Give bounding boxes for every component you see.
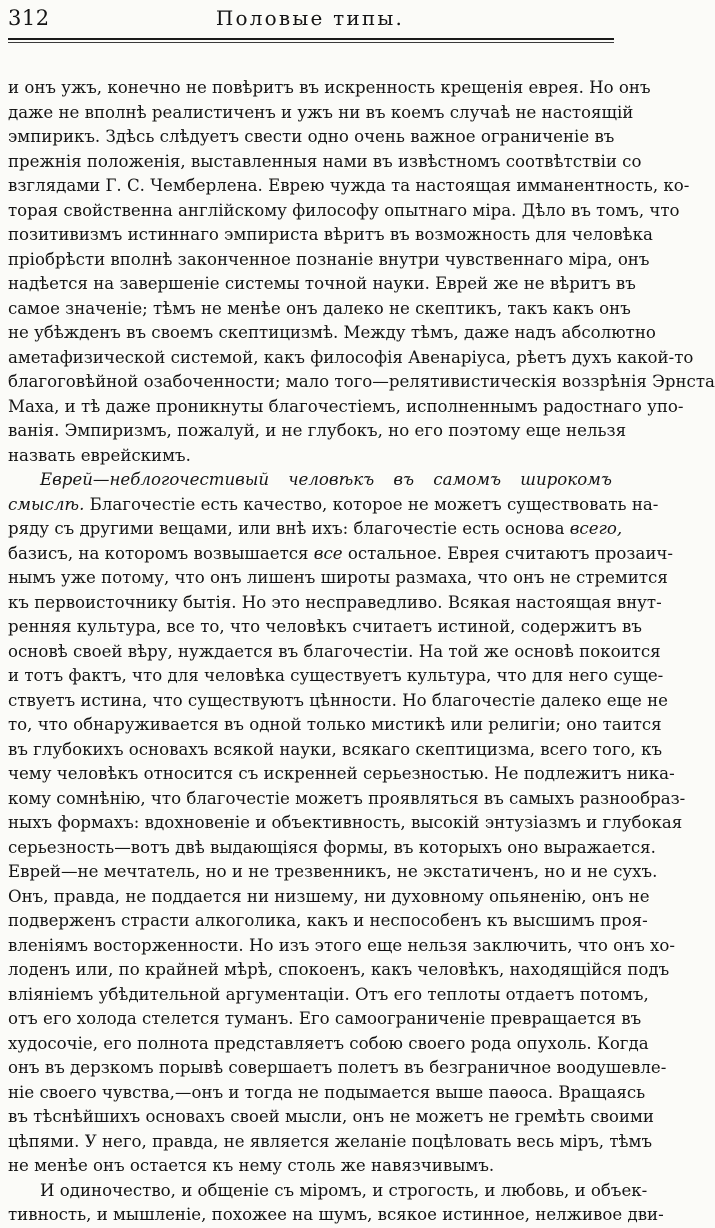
running-title: Половые типы.	[215, 6, 405, 30]
header-rule-thin	[8, 42, 614, 43]
page-number: 312	[8, 6, 50, 30]
paragraph-3	[8, 1179, 664, 1228]
text-line: аметафизической системой, какъ философія Авенаріуса, рѣетъ духъ какой-то	[8, 347, 694, 367]
text-span: ряду съ другими вещами, или внѣ ихъ: благочестіе есть основа	[8, 519, 570, 538]
text-line: Онъ, правда, не поддается ни низшему, ни духовному опьяненію, онъ не	[8, 886, 650, 906]
text-line: торая свойственна англійскому философу опытнаго міра. Дѣло въ томъ, что	[8, 200, 680, 220]
text-line: даже не вполнѣ реалистиченъ и ужъ ни въ коемъ случаѣ не настоящій	[8, 102, 634, 122]
text-line: чему человѣкъ относится съ искренней серьезностью. Не подлежитъ ника-	[8, 764, 675, 783]
text-line: Маха, и тѣ даже проникнуты благочестіемъ, исполненнымъ радостнаго упо-	[8, 396, 684, 416]
body-text	[8, 76, 715, 1228]
text-line: Еврей—не мечтатель, но и не трезвенникъ, не экстатиченъ, но и не сухъ.	[8, 862, 658, 881]
text-line: основѣ своей вѣру, нуждается въ благочестіи. На той же основѣ покоится	[8, 641, 661, 661]
text-span: Благочестіе есть качество, которое не можетъ существовать на-	[84, 494, 659, 514]
text-line: прежнія положенія, выставленныя нами въ извѣстномъ соотвѣтствіи со	[8, 151, 642, 171]
text-line: не убѣжденъ въ своемъ скептицизмѣ. Между тѣмъ, даже надъ абсолютно	[8, 323, 656, 342]
paragraph-2-lines	[8, 566, 686, 1179]
text-line: позитивизмъ истиннаго эмпириста вѣритъ въ возможность для человѣка	[8, 225, 653, 244]
text-line: подверженъ страсти алкоголика, какъ и неспособенъ къ высшимъ проя-	[8, 911, 648, 930]
emphasis: все	[313, 543, 343, 563]
text-line: худосочіе, его полнота представляетъ собою своего рода опухоль. Когда	[8, 1033, 649, 1053]
text-line: онъ въ дерзкомъ порывѣ совершаетъ полетъ въ безграничное воодушевле-	[8, 1058, 667, 1077]
text-line: отъ его холода стелется туманъ. Его самоограниченіе превращается въ	[8, 1009, 642, 1028]
page-header	[8, 4, 612, 32]
text-line: ныхъ формахъ: вдохновеніе и объективность, высокій энтузіазмъ и глубокая	[8, 813, 683, 832]
text-line	[8, 542, 673, 567]
text-line: и онъ ужъ, конечно не повѣритъ въ искренность крещенія еврея. Но онъ	[8, 78, 651, 97]
paragraph-1	[8, 76, 715, 468]
text-line: ніе своего чувства,—онъ и тогда не подымается выше паѳоса. Вращаясь	[8, 1082, 646, 1102]
header-rule	[8, 38, 614, 41]
text-line: вленіямъ восторженности. Но изъ этого еще нельзя заключить, что онъ хо-	[8, 935, 676, 955]
text-span: остальное. Еврея считаютъ прозаич-	[342, 543, 673, 563]
italic-lead: Еврей—неблогочестивый человѣкъ въ самомъ широкомъ	[40, 470, 612, 489]
text-line: назвать еврейскимъ.	[8, 445, 191, 465]
text-line: не менѣе онъ остается къ нему столь же навязчивымъ.	[8, 1156, 495, 1175]
text-line: въ глубокихъ основахъ всякой науки, всякаго скептицизма, всего того, къ	[8, 739, 663, 759]
text-line: къ первоисточнику бытія. Но это несправедливо. Всякая настоящая внут-	[8, 592, 662, 612]
text-line: тивность, и мышленіе, похожее на шумъ, всякое истинное, нелживое дви-	[8, 1205, 664, 1224]
text-line: пріобрѣсти вполнѣ законченное познаніе внутри чувственнаго міра, онъ	[8, 249, 650, 269]
text-line: ствуетъ истина, что существуютъ цѣнности. Но благочестіе далеко еще не	[8, 690, 668, 710]
text-line	[8, 517, 623, 542]
text-line: взглядами Г. С. Чемберлена. Еврею чужда та настоящая имманентность, ко-	[8, 176, 690, 195]
text-line: лоденъ или, по крайней мѣрѣ, спокоенъ, какъ человѣкъ, находящійся подъ	[8, 960, 670, 979]
text-line	[8, 493, 659, 518]
italic-lead-end: смыслѣ.	[8, 494, 85, 514]
text-line: то, что обнаруживается въ одной только мистикѣ или религіи; оно таится	[8, 715, 662, 734]
text-line: ренняя культура, все то, что человѣкъ считаетъ истиной, содержитъ въ	[8, 617, 642, 636]
text-line: и тотъ фактъ, что для человѣка существуетъ культура, что для него суще-	[8, 666, 664, 685]
text-span: базисъ, на которомъ возвышается	[8, 543, 314, 563]
text-line: благоговѣйной озабоченности; мало того—релятивистическія воззрѣнія Эрнста	[8, 372, 715, 391]
text-line: цѣпями. У него, правда, не является желаніе поцѣловать весь міръ, тѣмъ	[8, 1131, 653, 1151]
text-line: вліяніемъ убѣдительной аргументаціи. Отъ его теплоты отдаетъ потомъ,	[8, 984, 649, 1004]
text-line: въ тѣснѣйшихъ основахъ своей мысли, онъ не можетъ не гремѣть своими	[8, 1107, 654, 1126]
text-line: эмпирикъ. Здѣсь слѣдуетъ свести одно очень важное ограниченіе въ	[8, 127, 615, 146]
text-line: надѣется на завершеніе системы точной науки. Еврей же не вѣритъ въ	[8, 274, 636, 293]
text-line: кому сомнѣнію, что благочестіе можетъ проявляться въ самыхъ разнообраз-	[8, 788, 686, 808]
text-line: самое значеніе; тѣмъ не менѣе онъ далеко не скептикъ, такъ какъ онъ	[8, 298, 631, 318]
paragraph-2	[8, 468, 686, 1179]
emphasis: всего,	[569, 519, 623, 538]
text-line: нымъ уже потому, что онъ лишенъ широты размаха, что онъ не стремится	[8, 568, 668, 587]
text-line: ванія. Эмпиризмъ, пожалуй, и не глубокъ, но его поэтому еще нельзя	[8, 421, 627, 440]
text-line: серьезность—вотъ двѣ выдающіяся формы, въ которыхъ оно выражается.	[8, 837, 656, 857]
text-line: И одиночество, и общеніе съ міромъ, и строгость, и любовь, и объек-	[40, 1180, 648, 1200]
text-line	[8, 468, 612, 493]
